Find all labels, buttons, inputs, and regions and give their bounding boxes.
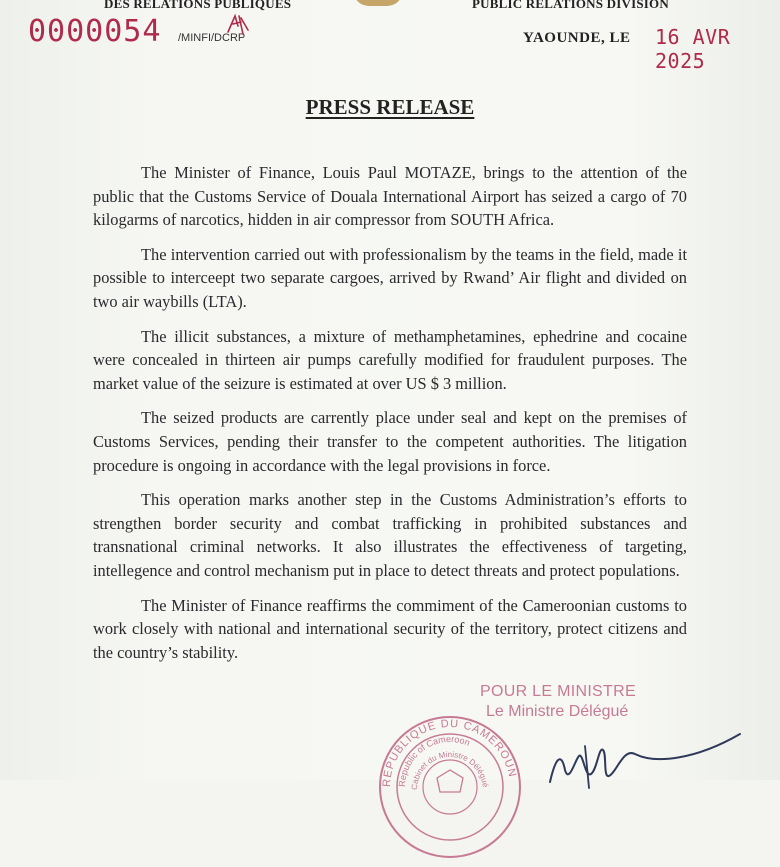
stamp-outer-text: REPUBLIQUE DU CAMEROUN: [380, 717, 519, 788]
coat-of-arms-icon: [353, 0, 403, 6]
handwritten-initials-icon: [225, 12, 251, 43]
signature-line-1: POUR LE MINISTRE: [480, 683, 636, 700]
paragraph: The seized products are carrently place under seal and kept on the premises of Customs Services, pending their transfer to the competent authorities. The litigation procedure is ongoing in accordance with the legal provisions in force.: [93, 408, 687, 475]
date-stamp: 16 AVR 2025: [655, 25, 731, 73]
paragraph: This operation marks another step in the Customs Administration’s efforts to strengthen border security and combat trafficking in prohibited substances and transnational criminal networks. It also illustrates the effectiveness of targeting, intellegence and control mechanism put in place to detect threats and protect populations.: [93, 490, 687, 580]
paragraph: The illicit substances, a mixture of methamphetamines, ephedrine and cocaine were concealed in thirteen air pumps carefully modified for fraudulent purposes. The market value of the seizure is estimated at over US $ 3 million.: [93, 326, 687, 393]
location-label: YAOUNDE, LE: [523, 30, 631, 46]
stamp-middle-text: Republic of Cameroon: [396, 733, 472, 788]
press-release-body: [93, 161, 687, 675]
paragraph: The Minister of Finance reaffirms the commiment of the Cameroonian customs to work closely with national and international security of the territory, protect citizens and the country’s stability.: [93, 595, 687, 662]
paragraph: The Minister of Finance, Louis Paul MOTAZE, brings to the attention of the public that the Customs Service of Douala International Airport has seized a cargo of 70 kilogarms of narcotics, hidden in air compressor from SOUTH Africa.: [93, 163, 687, 230]
document-title: [0, 95, 780, 120]
header-left-org: DES RELATIONS PUBLIQUES: [104, 0, 292, 11]
reference-number-stamp: 0000054: [28, 14, 162, 49]
signature-line-2: Le Ministre Délégué: [486, 703, 629, 720]
stamp-inner-text: Cabinet du Ministre Délégué: [409, 749, 490, 791]
document-title-text: PRESS RELEASE: [305, 95, 475, 119]
official-seal-stamp: [375, 712, 525, 862]
paragraph: The intervention carried out with professionalism by the teams in the field, made it possible to interceept two separate cargoes, arrived by Rwand’ Air flight and divided on two air waybills (LTA).: [93, 244, 687, 311]
handwritten-signature-icon: [545, 720, 745, 795]
reference-suffix: /MINFI/DCRP: [178, 32, 246, 44]
header-right-org: PUBLIC RELATIONS DIVISION: [472, 0, 669, 11]
